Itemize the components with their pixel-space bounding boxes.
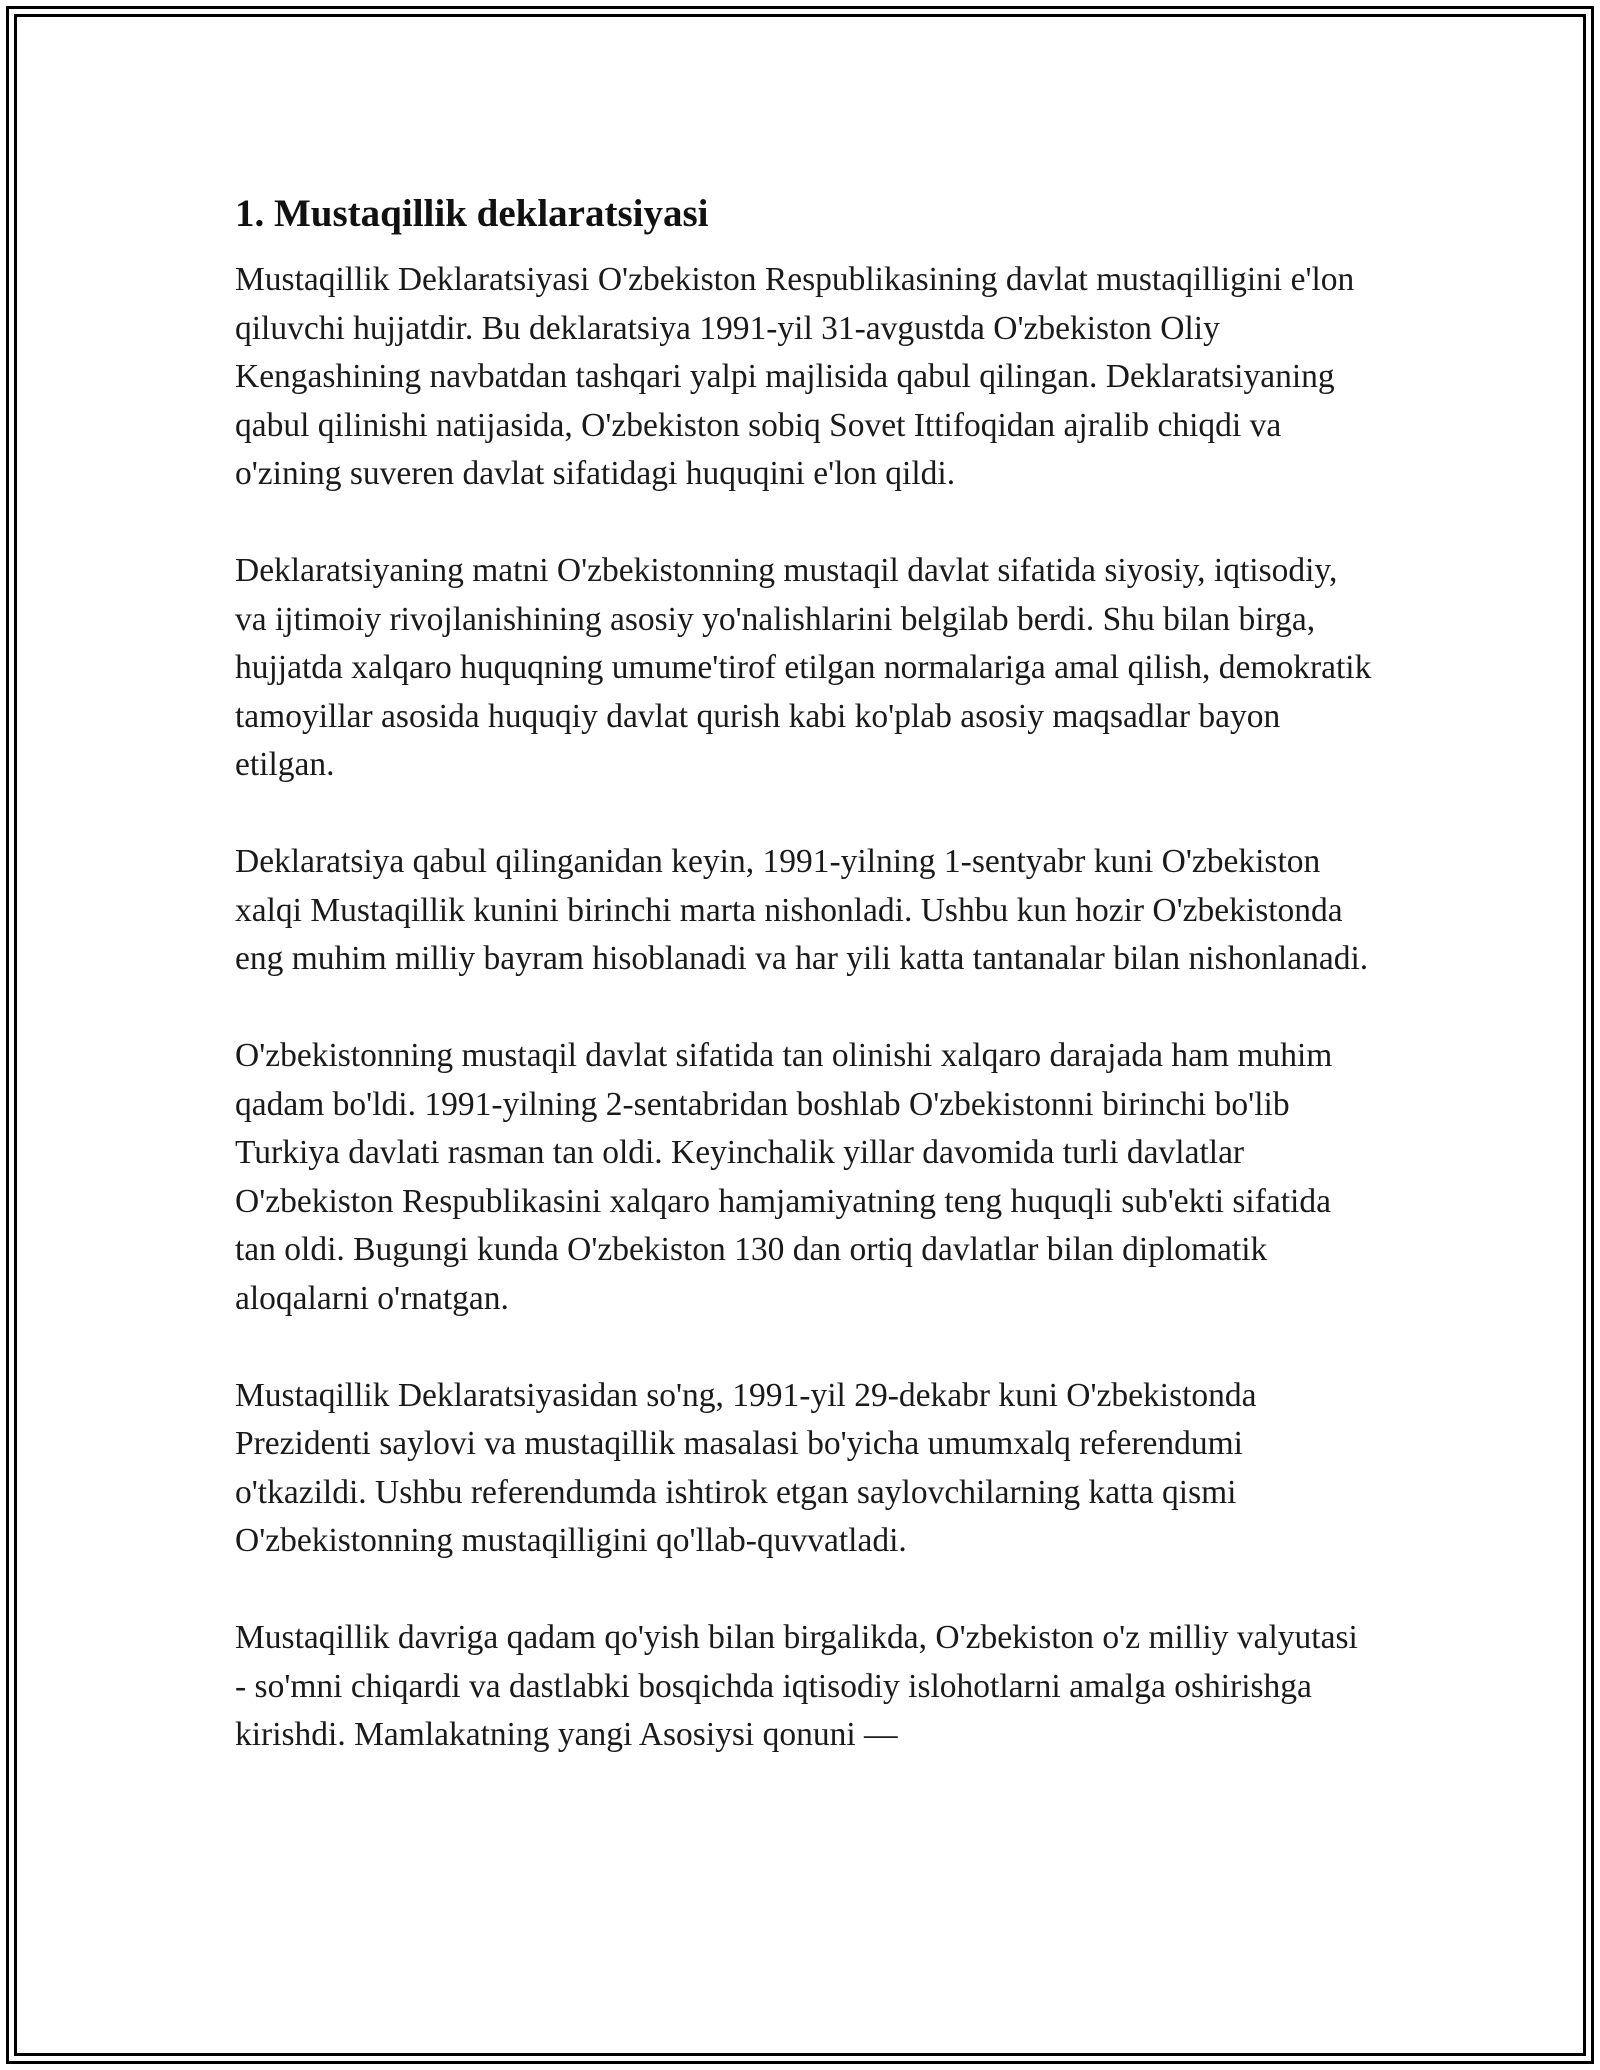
section-heading: 1. Mustaqillik deklaratsiyasi — [235, 192, 709, 235]
paragraph: Mustaqillik Deklaratsiyasidan so'ng, 1991-yil 29-dekabr kuni O'zbekistonda Prezidenti saylovi va mustaqillik masalasi bo'yicha umumxalq referendumi o'tkazildi. Ushbu referendumda ishtirok etgan saylovchilarning katta qismi O'zbekistonning mustaqilligini qo'llab-quvvatladi. — [235, 1376, 1257, 1559]
paragraph: Deklaratsiya qabul qilinganidan keyin, 1991-yilning 1-sentyabr kuni O'zbekiston xalqi Mustaqillik kunini birinchi marta nishonladi. Ushbu kun hozir O'zbekistonda eng muhim milliy bayram hisoblanadi va har yili katta tantanalar bilan nishonlanadi. — [235, 843, 1369, 977]
document-body — [235, 184, 1375, 1760]
paragraph: Mustaqillik davriga qadam qo'yish bilan birgalikda, O'zbekiston o'z milliy valyutasi - so'mni chiqardi va dastlabki bosqichda iqtisodiy islohotlarni amalga oshirishga kirishdi. Mamlakatning yangi Asosiysi qonuni — — [235, 1619, 1358, 1753]
paragraph: Deklaratsiyaning matni O'zbekistonning mustaqil davlat sifatida siyosiy, iqtisodiy, va ijtimoiy rivojlanishining asosiy yo'nalishlarini belgilab berdi. Shu bilan birga, hujjatda xalqaro huquqning umume'tirof etilgan normalariga amal qilish, demokratik tamoyillar asosida huquqiy davlat qurish kabi ko'plab asosiy maqsadlar bayon etilgan. — [235, 552, 1372, 783]
paragraph: O'zbekistonning mustaqil davlat sifatida tan olinishi xalqaro darajada ham muhim qadam bo'ldi. 1991-yilning 2-sentabridan boshlab O'zbekistonni birinchi bo'lib Turkiya davlati rasman tan oldi. Keyinchalik yillar davomida turli davlatlar O'zbekiston Respublikasini xalqaro hamjamiyatning teng huquqli sub'ekti sifatida tan oldi. Bugungi kunda O'zbekiston 130 dan ortiq davlatlar bilan diplomatik aloqalarni o'rnatgan. — [235, 1037, 1333, 1317]
paragraph: Mustaqillik Deklaratsiyasi O'zbekiston Respublikasining davlat mustaqilligini e'lon qiluvchi hujjatdir. Bu deklaratsiya 1991-yil 31-avgustda O'zbekiston Oliy Kengashining navbatdan tashqari yalpi majlisida qabul qilingan. Deklaratsiyaning qabul qilinishi natijasida, O'zbekiston sobiq Sovet Ittifoqidan ajralib chiqdi va o'zining suveren davlat sifatidagi huquqini e'lon qildi. — [235, 261, 1355, 492]
